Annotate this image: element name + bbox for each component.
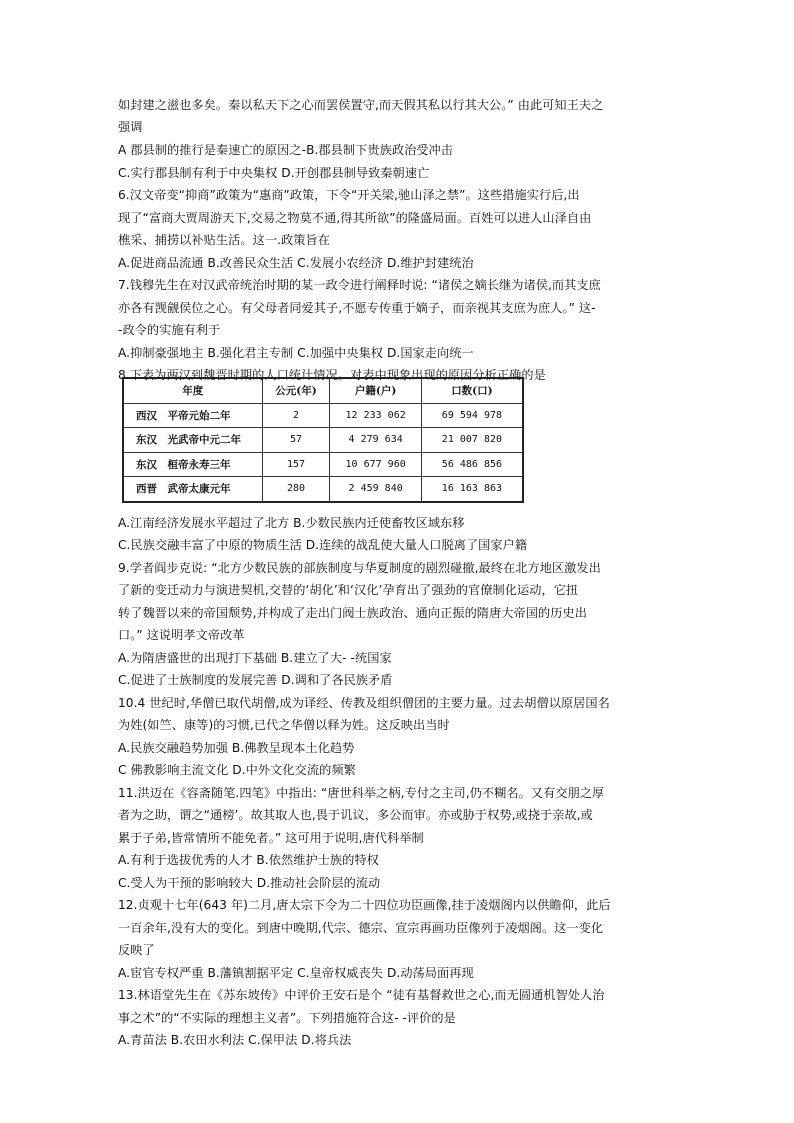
question-7-line: 7.钱穆先生在对汉武帝统治时期的某一政令进行阐释时说: “诸侯之嫡长继为诸侯,而其支庶 (118, 278, 601, 292)
question-8-line: 8.下表为两汉到魏晋时期的人口统计情况。对表中现象出现的原因分析正确的是 (118, 368, 546, 382)
table-cell: 12 233 062 (330, 403, 421, 428)
text-line: 事之术”的“不实际的理想主义者”。下列措施符合这- -评价的是 (118, 1011, 456, 1025)
option-line: A 郡县制的推行是秦速亡的原因之-B.郡县制下贵族政治受冲击 (118, 143, 454, 157)
table-cell: 东汉 光武帝中元二年 (123, 428, 262, 453)
option-line: A.江南经济发展水平超过了北方 B.少数民族内迁使畜牧区域东移 (118, 516, 465, 530)
option-line: A.宦官专权严重 B.藩镇割据平定 C.皇帝权威丧失 D.动荡局面再现 (118, 966, 474, 980)
table-cell: 西汉 平帝元始二年 (123, 403, 262, 428)
table-cell: 16 163 863 (421, 477, 523, 502)
text-line: 如封建之滋也多矣。秦以私天下之心而罢侯置守,而天假其私以行其大公。” 由此可知王夫之 (118, 98, 604, 112)
table-cell: 56 486 856 (421, 452, 523, 477)
question-10-line: 10.4 世纪时,华僧已取代胡僧,成为译经、传教及组织僧团的主要力量。过去胡僧以原居国名 (118, 696, 610, 710)
table-cell: 157 (262, 452, 330, 477)
option-line: C.受人为干预的影响较大 D.推动社会阶层的流动 (118, 876, 381, 890)
table-cell: 280 (262, 477, 330, 502)
table-header-row (123, 378, 523, 403)
table-cell: 2 459 840 (330, 477, 421, 502)
option-line: A.青苗法 B.农田水利法 C.保甲法 D.将兵法 (118, 1033, 352, 1047)
text-line: 樵采、捕捞以补贴生活。这一.政策旨在 (118, 233, 330, 247)
table-header: 年度 (123, 378, 262, 403)
text-line: 口。” 这说明孝文帝改革 (118, 628, 245, 642)
text-line: 累于子弟,皆常情所不能免者。” 这可用于说明,唐代科举制 (118, 831, 424, 845)
text-line: 一百余年,没有大的变化。到唐中晚期,代宗、德宗、宣宗再画功臣像列于凌烟阁。这一变化 (118, 921, 604, 935)
option-line: A.抑制豪强地主 B.强化君主专制 C.加强中央集权 D.国家走向统一 (118, 346, 474, 360)
population-table (122, 377, 524, 503)
option-line: C.民族交融丰富了中原的物质生活 D.连续的战乱使大量人口脱离了国家户籍 (118, 538, 528, 552)
text-line: 亦各有觊觎侯位之心。有父母者同爱其子,不愿专传重于嫡子，而亲视其支庶为庶人。” 这- (118, 301, 596, 315)
table-header: 公元(年) (262, 378, 330, 403)
table-cell: 东汉 桓帝永寿三年 (123, 452, 262, 477)
question-6-line: 6.汉文帝变“抑商”政策为“惠商”政策，下令“开关梁,驰山泽之禁”。这些措施实行后,出 (118, 188, 580, 202)
table-cell: 西晋 武帝太康元年 (123, 477, 262, 502)
table-cell: 57 (262, 428, 330, 453)
table-header: 户籍(户) (330, 378, 421, 403)
option-line: A.为隋唐盛世的出现打下基础 B.建立了大- -统国家 (118, 651, 392, 665)
option-line: C 佛教影响主流文化 D.中外文化交流的频繁 (118, 763, 356, 777)
option-line: A.民族交融趋势加强 B.佛教呈现本土化趋势 (118, 741, 355, 755)
text-line: 者为之助，谓之“通榜’。故其取人也,畏于讥议，多公而审。亦或胁于权势,或挠于亲故,或 (118, 808, 593, 822)
text-line: 反映了 (118, 943, 155, 957)
option-line: C.促进了士族制度的发展完善 D.调和了各民族矛盾 (118, 673, 393, 687)
table-header: 口数(口) (421, 378, 523, 403)
table-row (123, 452, 523, 477)
table-cell: 2 (262, 403, 330, 428)
text-line: 转了魏晋以来的帝国颓势,并构成了走出门阀士族政治、通向正振的隋唐大帝国的历史出 (118, 606, 587, 620)
table-row (123, 428, 523, 453)
text-line: 为姓(如竺、康等)的习惯,已代之华僧以释为姓。这反映出当时 (118, 718, 450, 732)
question-13-line: 13.林语堂先生在《苏东坡传》中评价王安石是个 “徒有基督救世之心,而无圆通机智处人治 (118, 988, 605, 1002)
question-11-line: 11.洪迈在《容斋随笔.四笔》中指出: “唐世科举之柄,专付之主司,仍不糊名。又有交朋之厚 (118, 786, 605, 800)
question-9-line: 9.学者阎步克说: “北方少数民族的部族制度与华夏制度的剧烈碰撤,最终在北方地区激发出 (118, 561, 601, 575)
table-cell: 10 677 960 (330, 452, 421, 477)
text-line: 了新的变迁动力与演进契机,交替的‘胡化’和‘汉化’孕育出了强劲的官僚制化运动，它扭 (118, 583, 579, 597)
table-cell: 4 279 634 (330, 428, 421, 453)
option-line: C.实行郡县制有利于中央集权 D.开创郡县制导致秦朝速亡 (118, 166, 430, 180)
text-line: 强调 (118, 120, 143, 134)
option-line: A.促进商品流通 B.改善民众生活 C.发展小农经济 D.维护封建统治 (118, 256, 474, 270)
text-line: -政令的实施有利于 (118, 323, 221, 337)
question-12-line: 12.贞观十七年(643 年)二月,唐太宗下令为二十四位功臣画像,挂于凌烟阁内以供瞻仰，此后 (118, 898, 611, 912)
table-row (123, 403, 523, 428)
table-row (123, 477, 523, 502)
table-cell: 21 007 820 (421, 428, 523, 453)
option-line: A.有利于选拔优秀的人才 B.依然维护士族的特权 (118, 853, 379, 867)
text-line: 现了“富商大贾周游天下,交易之物莫不通,得其所欲”的隆盛局面。百姓可以进人山泽自由 (118, 211, 592, 225)
table-cell: 69 594 978 (421, 403, 523, 428)
